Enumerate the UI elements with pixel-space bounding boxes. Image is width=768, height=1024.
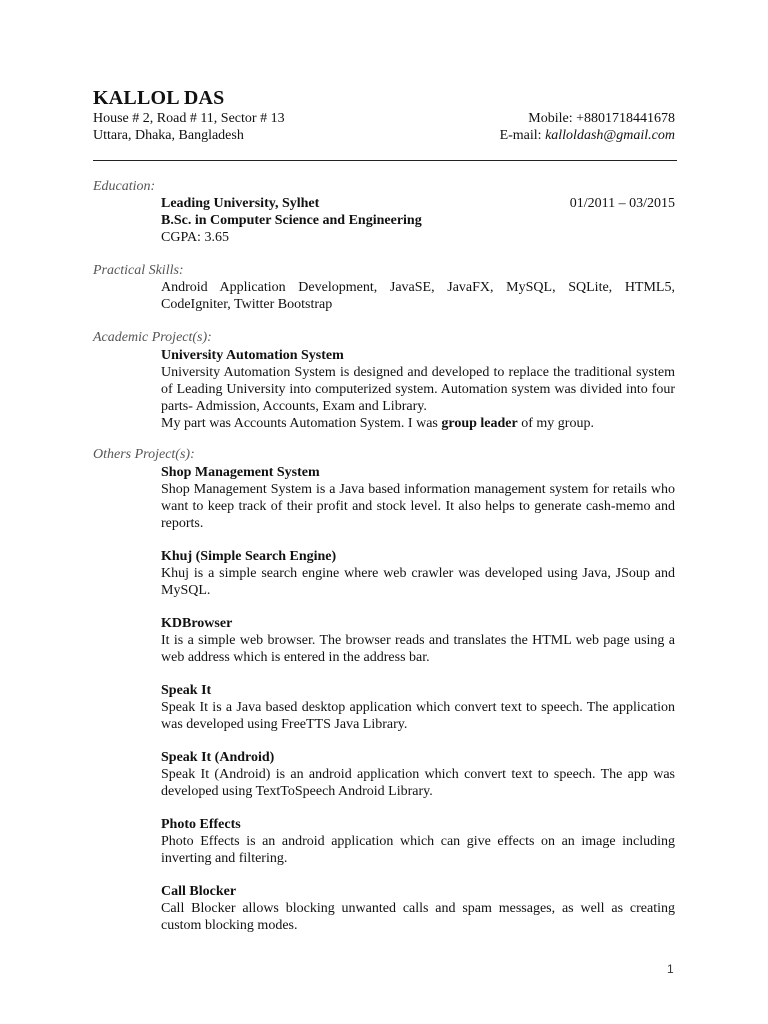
education-heading: Education: <box>93 179 156 194</box>
others-heading: Others Project(s): <box>93 447 195 462</box>
mobile-number: +8801718441678 <box>576 111 675 126</box>
academic-project-name: University Automation System <box>161 348 344 363</box>
project-name: Photo Effects <box>161 817 241 832</box>
project-name: Speak It (Android) <box>161 750 275 765</box>
project-description: It is a simple web browser. The browser reads and translates the HTML web page using a web address which is entered in the address bar. <box>161 633 675 665</box>
education-dates: 01/2011 – 03/2015 <box>569 196 675 211</box>
skills-heading: Practical Skills: <box>93 263 184 278</box>
education-degree: B.Sc. in Computer Science and Engineering <box>161 213 422 228</box>
page-number: 1 <box>667 962 674 976</box>
project-description: Photo Effects is an android application which can give effects on an image including inverting and filtering. <box>161 834 675 866</box>
education-institution-row <box>161 195 675 212</box>
role-text-after: of my group. <box>517 416 594 431</box>
address-line-2: Uttara, Dhaka, Bangladesh <box>93 128 244 143</box>
project-name: Khuj (Simple Search Engine) <box>161 549 337 564</box>
education-institution: Leading University, Sylhet <box>161 196 320 211</box>
mobile-label: Mobile: <box>528 111 577 126</box>
contact-row-2 <box>93 127 675 144</box>
project-name: Shop Management System <box>161 465 320 480</box>
skills-text: Android Application Development, JavaSE, JavaFX, MySQL, SQLite, HTML5, CodeIgniter, Twitter Bootstrap <box>161 280 675 312</box>
academic-project-description: University Automation System is designed and developed to replace the traditional system of Leading University into computerized system. Automation system was divided into four parts- Admission, Accounts, Exam and Library. <box>161 365 675 414</box>
education-block <box>161 195 675 246</box>
email-label: E-mail: <box>499 128 546 143</box>
project-name: Call Blocker <box>161 884 237 899</box>
role-text-bold: group leader <box>441 416 518 431</box>
email-address: kalloldash@gmail.com <box>545 128 675 143</box>
mobile-line <box>528 110 675 127</box>
academic-heading: Academic Project(s): <box>93 330 212 345</box>
project-name: Speak It <box>161 683 212 698</box>
project-description: Shop Management System is a Java based information management system for retails who want to keep track of their profit and stock level. It also helps to generate cash-memo and reports. <box>161 482 675 531</box>
project-name: KDBrowser <box>161 616 233 631</box>
academic-project-role <box>161 415 675 432</box>
project-description: Khuj is a simple search engine where web crawler was developed using Java, JSoup and MySQL. <box>161 566 675 598</box>
address-line-1: House # 2, Road # 11, Sector # 13 <box>93 111 285 126</box>
project-description: Call Blocker allows blocking unwanted calls and spam messages, as well as creating custom blocking modes. <box>161 901 675 933</box>
candidate-name: KALLOL DAS <box>93 87 225 109</box>
project-description: Speak It (Android) is an android application which convert text to speech. The app was developed using TextToSpeech Android Library. <box>161 767 675 799</box>
education-cgpa: CGPA: 3.65 <box>161 230 229 245</box>
contact-row-1 <box>93 110 675 127</box>
project-description: Speak It is a Java based desktop application which convert text to speech. The application was developed using FreeTTS Java Library. <box>161 700 675 732</box>
role-text-before: My part was Accounts Automation System. I was <box>161 416 442 431</box>
academic-block <box>161 347 675 432</box>
header-divider <box>93 160 677 161</box>
others-block <box>161 464 675 934</box>
email-line <box>500 127 675 144</box>
